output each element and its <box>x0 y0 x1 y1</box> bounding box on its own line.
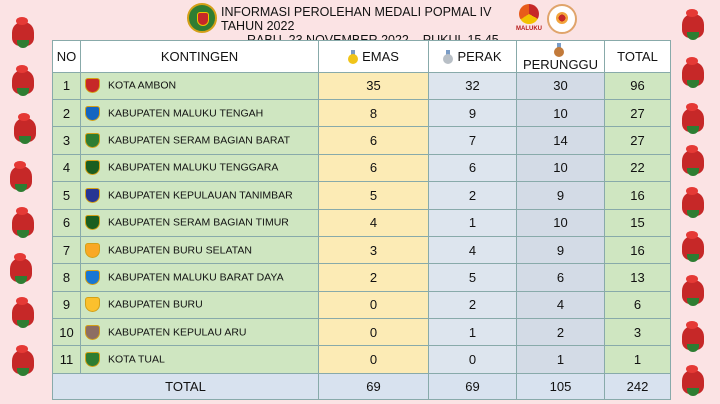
row-total: 96 <box>605 72 671 99</box>
row-kontingen <box>81 209 319 236</box>
row-kontingen <box>81 319 319 346</box>
mascot-icon <box>12 22 34 46</box>
row-no: 4 <box>53 154 81 181</box>
row-perunggu: 9 <box>517 182 605 209</box>
total-label: TOTAL <box>53 373 319 399</box>
row-no: 7 <box>53 236 81 263</box>
table-row <box>53 209 671 236</box>
maluku-province-logo-icon <box>187 3 217 33</box>
table-row <box>53 319 671 346</box>
row-no: 6 <box>53 209 81 236</box>
row-kontingen <box>81 127 319 154</box>
col-header-perunggu: PERUNGGU <box>517 41 605 73</box>
mascot-icon <box>12 70 34 94</box>
row-emas: 0 <box>319 346 429 373</box>
row-no: 11 <box>53 346 81 373</box>
regency-emblem-icon <box>85 78 100 93</box>
row-kontingen <box>81 236 319 263</box>
row-emas: 0 <box>319 319 429 346</box>
mascot-icon <box>12 302 34 326</box>
col-header-no: NO <box>53 41 81 73</box>
kontingen-name: KABUPATEN SERAM BAGIAN TIMUR <box>108 216 289 229</box>
left-mascot-column <box>0 0 50 404</box>
mascot-icon <box>682 108 704 132</box>
row-emas: 6 <box>319 127 429 154</box>
row-total: 27 <box>605 99 671 126</box>
row-no: 9 <box>53 291 81 318</box>
header <box>0 0 720 40</box>
mascot-icon <box>10 166 32 190</box>
mascot-icon <box>682 236 704 260</box>
table-row <box>53 236 671 263</box>
row-perak: 2 <box>429 182 517 209</box>
row-perunggu: 2 <box>517 319 605 346</box>
total-row <box>53 373 671 399</box>
row-perunggu: 10 <box>517 209 605 236</box>
table-row <box>53 127 671 154</box>
regency-emblem-icon <box>85 188 100 203</box>
kontingen-name: KABUPATEN BURU <box>108 298 203 311</box>
kontingen-name: KABUPATEN KEPULAUAN TANIMBAR <box>108 189 293 202</box>
regency-emblem-icon <box>85 325 100 340</box>
row-emas: 3 <box>319 236 429 263</box>
regency-emblem-icon <box>85 215 100 230</box>
medal-table <box>52 40 670 394</box>
row-perak: 0 <box>429 346 517 373</box>
row-perak: 32 <box>429 72 517 99</box>
row-total: 22 <box>605 154 671 181</box>
row-perak: 7 <box>429 127 517 154</box>
table-row <box>53 291 671 318</box>
row-total: 3 <box>605 319 671 346</box>
kontingen-name: KABUPATEN SERAM BAGIAN BARAT <box>108 134 291 147</box>
row-total: 16 <box>605 236 671 263</box>
row-total: 13 <box>605 264 671 291</box>
row-total: 6 <box>605 291 671 318</box>
row-emas: 5 <box>319 182 429 209</box>
bronze-medal-icon <box>554 43 564 57</box>
row-no: 5 <box>53 182 81 209</box>
regency-emblem-icon <box>85 133 100 148</box>
row-emas: 0 <box>319 291 429 318</box>
row-kontingen <box>81 291 319 318</box>
table-header-row <box>53 41 671 73</box>
row-total: 16 <box>605 182 671 209</box>
mascot-icon <box>12 350 34 374</box>
row-no: 10 <box>53 319 81 346</box>
row-perak: 1 <box>429 319 517 346</box>
row-perunggu: 14 <box>517 127 605 154</box>
row-no: 3 <box>53 127 81 154</box>
regency-emblem-icon <box>85 160 100 175</box>
mascot-icon <box>682 150 704 174</box>
mascot-icon <box>14 118 36 142</box>
row-kontingen <box>81 99 319 126</box>
row-total: 15 <box>605 209 671 236</box>
row-kontingen <box>81 182 319 209</box>
gold-medal-icon <box>348 50 358 64</box>
title-line-1: INFORMASI PEROLEHAN MEDALI POPMAL IV TAHUN 2022 <box>221 5 492 33</box>
mascot-icon <box>682 326 704 350</box>
table-row <box>53 154 671 181</box>
kontingen-name: KABUPATEN MALUKU TENGAH <box>108 106 264 119</box>
regency-emblem-icon <box>85 106 100 121</box>
table-row <box>53 72 671 99</box>
mascot-icon <box>12 212 34 236</box>
row-perunggu: 30 <box>517 72 605 99</box>
row-no: 1 <box>53 72 81 99</box>
row-kontingen <box>81 264 319 291</box>
row-perunggu: 10 <box>517 99 605 126</box>
row-emas: 2 <box>319 264 429 291</box>
row-perunggu: 6 <box>517 264 605 291</box>
total-total: 242 <box>605 373 671 399</box>
table-row <box>53 264 671 291</box>
mascot-icon <box>682 370 704 394</box>
row-perak: 2 <box>429 291 517 318</box>
table-row <box>53 182 671 209</box>
total-perunggu: 105 <box>517 373 605 399</box>
row-kontingen <box>81 346 319 373</box>
row-perak: 4 <box>429 236 517 263</box>
table-row <box>53 346 671 373</box>
total-perak: 69 <box>429 373 517 399</box>
row-perunggu: 10 <box>517 154 605 181</box>
kontingen-name: KABUPATEN MALUKU TENGGARA <box>108 161 279 174</box>
row-no: 8 <box>53 264 81 291</box>
row-emas: 6 <box>319 154 429 181</box>
col-header-kontingen: KONTINGEN <box>81 41 319 73</box>
regency-emblem-icon <box>85 297 100 312</box>
popmal-logo-icon <box>547 4 577 34</box>
maluku-logo-label: MALUKU <box>516 26 542 32</box>
regency-emblem-icon <box>85 243 100 258</box>
mascot-icon <box>682 62 704 86</box>
row-emas: 35 <box>319 72 429 99</box>
col-header-total: TOTAL <box>605 41 671 73</box>
row-perak: 9 <box>429 99 517 126</box>
row-no: 2 <box>53 99 81 126</box>
table-row <box>53 99 671 126</box>
row-perak: 1 <box>429 209 517 236</box>
row-perunggu: 9 <box>517 236 605 263</box>
kontingen-name: KOTA AMBON <box>108 79 177 92</box>
maluku-logo-icon <box>515 4 543 36</box>
row-total: 1 <box>605 346 671 373</box>
kontingen-name: KABUPATEN KEPULAU ARU <box>108 326 247 339</box>
col-header-perak: PERAK <box>429 41 517 73</box>
mascot-icon <box>682 280 704 304</box>
total-emas: 69 <box>319 373 429 399</box>
row-total: 27 <box>605 127 671 154</box>
kontingen-name: KABUPATEN BURU SELATAN <box>108 243 252 256</box>
row-perak: 6 <box>429 154 517 181</box>
mascot-icon <box>682 192 704 216</box>
col-header-emas: EMAS <box>319 41 429 73</box>
row-perunggu: 1 <box>517 346 605 373</box>
row-emas: 8 <box>319 99 429 126</box>
row-emas: 4 <box>319 209 429 236</box>
row-kontingen <box>81 72 319 99</box>
row-perunggu: 4 <box>517 291 605 318</box>
mascot-icon <box>682 14 704 38</box>
regency-emblem-icon <box>85 270 100 285</box>
kontingen-name: KOTA TUAL <box>108 353 165 366</box>
mascot-icon <box>10 258 32 282</box>
kontingen-name: KABUPATEN MALUKU BARAT DAYA <box>108 271 284 284</box>
regency-emblem-icon <box>85 352 100 367</box>
row-perak: 5 <box>429 264 517 291</box>
silver-medal-icon <box>443 50 453 64</box>
right-mascot-column <box>670 0 720 404</box>
row-kontingen <box>81 154 319 181</box>
